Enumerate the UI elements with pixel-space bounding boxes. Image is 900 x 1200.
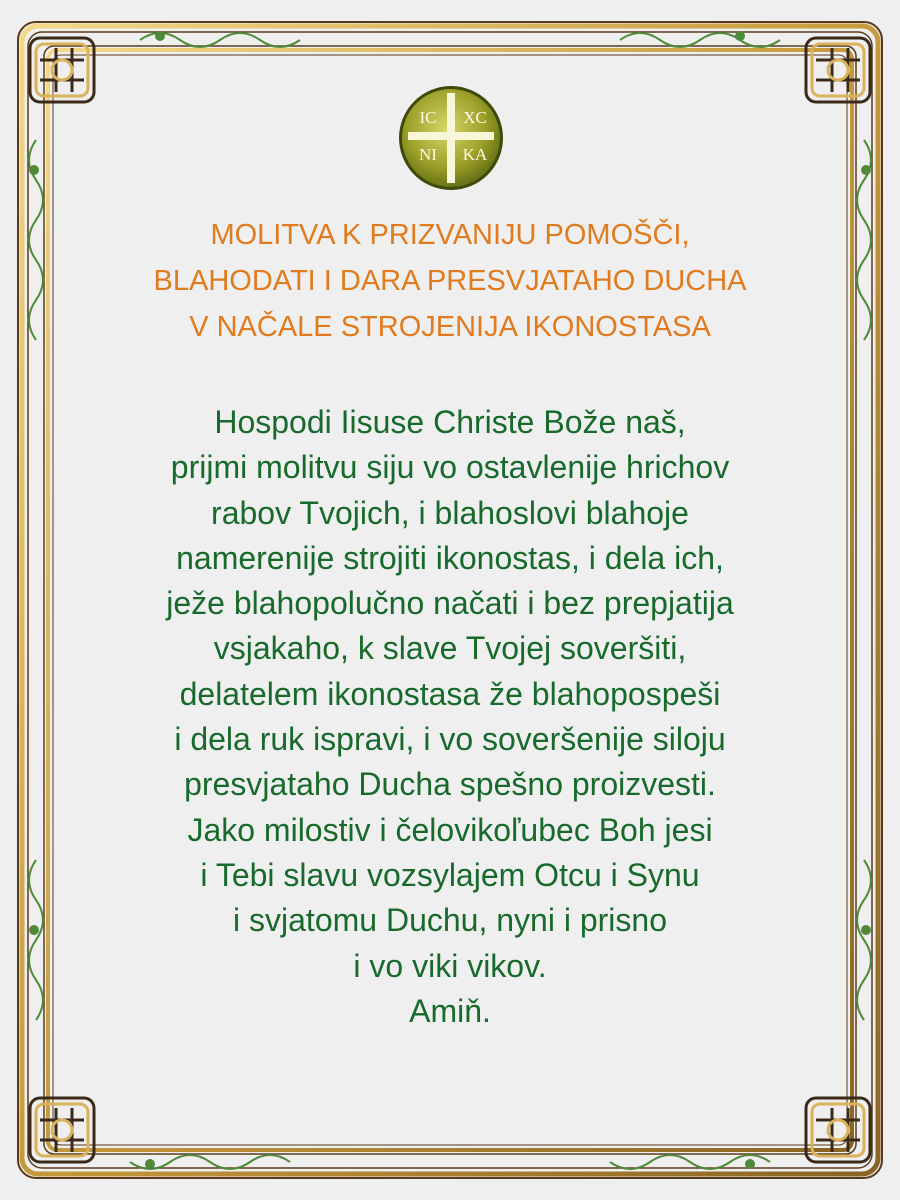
prayer-line: i svjatomu Duchu, nyni i prisno — [233, 902, 667, 939]
prayer-line: namerenije strojiti ikonostas, i dela ich, — [176, 539, 724, 576]
vine-ornament-left — [29, 140, 43, 1020]
prayer-line: vsjakaho, k slave Tvojej soveršiti, — [213, 630, 687, 667]
emblem-ka: KA — [462, 145, 488, 164]
prayer-line: Jako milostiv i čelovikoľubec Boh jesi — [187, 811, 713, 848]
title-line: BLAHODATI I DARA PRESVJATAHO DUCHA — [153, 265, 747, 297]
emblem-ic: IC — [419, 108, 437, 127]
celtic-knot-corner-top-left — [30, 38, 94, 102]
celtic-knot-corner-bottom-right — [806, 1098, 870, 1162]
title-line: V NAČALE STROJENIJA IKONOSTASA — [189, 311, 711, 343]
prayer-line: prijmi molitvu siju vo ostavlenije hrichov — [170, 449, 730, 486]
prayer-line: i vo viki vikov. — [353, 947, 547, 984]
prayer-line: delatelem ikonostasa že blahopospeši — [179, 675, 721, 712]
prayer-body — [50, 400, 850, 1034]
prayer-line: i dela ruk ispravi, i vo soveršenije siloju — [174, 721, 726, 758]
prayer-line: Hospodi Iisuse Christe Bože naš, — [214, 404, 686, 440]
ic-xc-nika-emblem — [398, 85, 504, 191]
emblem-xc: XC — [463, 108, 487, 127]
prayer-line: rabov Tvojich, i blahoslovi blahoje — [211, 494, 689, 531]
prayer-title — [60, 212, 840, 350]
prayer-line: ježe blahopolučno načati i bez prepjatija — [166, 585, 734, 622]
prayer-line: presvjataho Ducha spešno proizvesti. — [184, 766, 716, 803]
emblem-ni: NI — [419, 145, 437, 164]
vine-ornament-right — [857, 140, 871, 1020]
celtic-knot-corner-bottom-left — [30, 1098, 94, 1162]
title-line: MOLITVA K PRIZVANIJU POMOŠČI, — [210, 219, 690, 251]
prayer-line: i Tebi slavu vozsylajem Otcu i Synu — [200, 856, 700, 893]
vine-ornament-bottom — [130, 1155, 770, 1169]
celtic-knot-corner-top-right — [806, 38, 870, 102]
prayer-amen: Amiň. — [409, 992, 491, 1029]
vine-ornament-top — [140, 32, 780, 47]
